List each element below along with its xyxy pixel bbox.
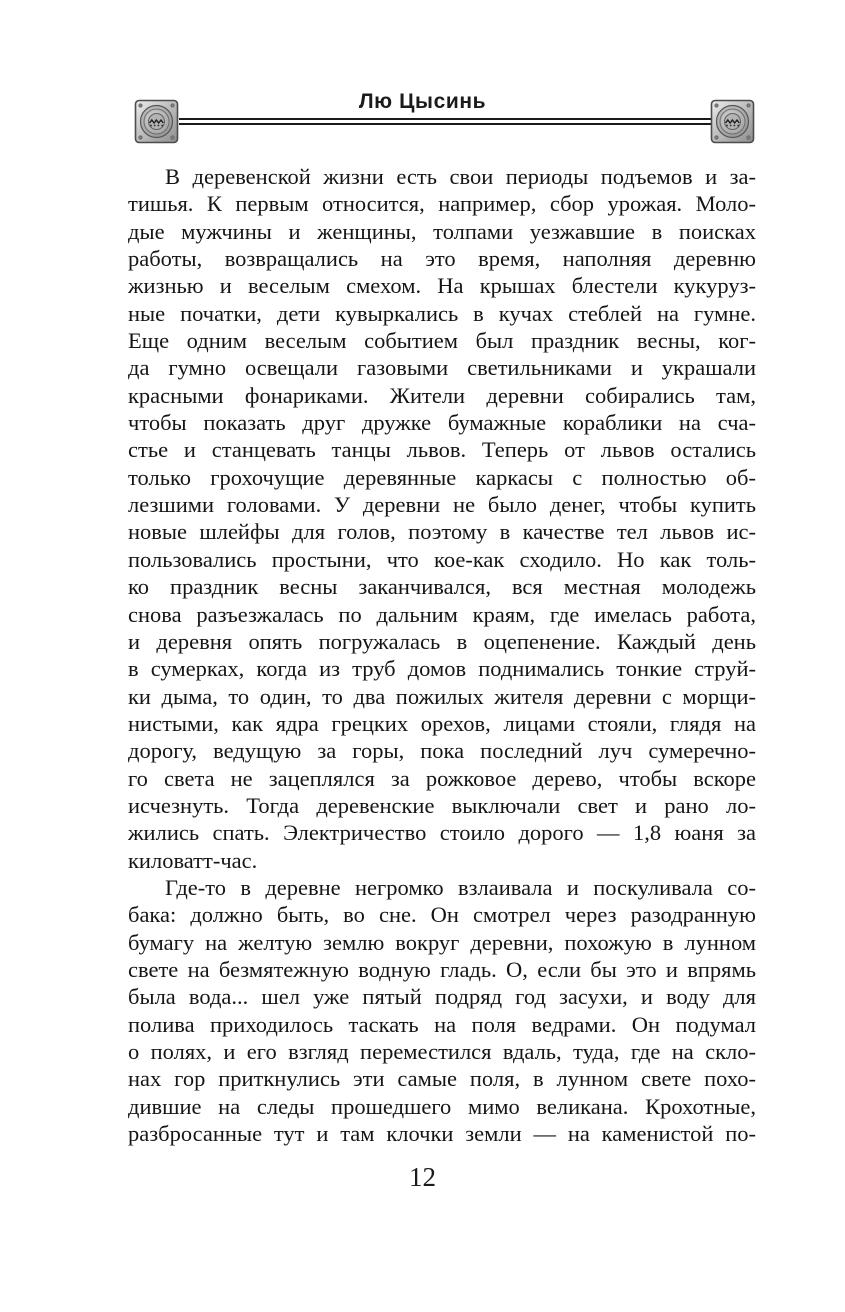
text-line: дившие на следы прошедшего мимо великана. Крохотные, (128, 1093, 756, 1119)
text-line: свете на безмятежную водную гладь. О, если бы это и впрямь (128, 956, 756, 982)
text-line: снова разъезжалась по дальним краям, где имелась работа, (128, 601, 756, 627)
text-line: разбросанные тут и там клочки земли — на каменистой по- (128, 1121, 756, 1147)
page-text (128, 163, 756, 1147)
text-line: нистыми, как ядра грецких орехов, лицами стояли, глядя на (128, 710, 756, 736)
text-line: тишья. К первым относится, например, сбор урожая. Моло- (128, 191, 756, 217)
header-double-rule (179, 118, 713, 125)
text-line: нах гор приткнулись эти самые поля, в лунном свете похо- (128, 1066, 756, 1092)
page-number: 12 (409, 1162, 436, 1192)
text-line: работы, возвращались на это время, наполняя деревню (128, 246, 756, 272)
text-line: пользовались простыни, что кое-как сходило. Но как толь- (128, 546, 756, 572)
text-line: бумагу на желтую землю вокруг деревни, похожую в лунном (128, 929, 756, 955)
running-title: Лю Цысинь (358, 90, 487, 113)
text-line: киловатт-час. (128, 847, 258, 873)
text-line: исчезнуть. Тогда деревенские выключали свет и рано ло- (128, 792, 756, 818)
text-line: красными фонариками. Жители деревни собирались там, (128, 382, 756, 408)
text-line: дые мужчины и женщины, толпами уезжавшие в поисках (128, 218, 756, 244)
text-line: и деревня опять погружалась в оцепенение. Каждый день (128, 628, 756, 654)
text-line: В деревенской жизни есть свои периоды подъемов и за- (165, 164, 756, 189)
text-line: стье и станцевать танцы львов. Теперь от львов остались (128, 437, 756, 463)
text-line: полива приходилось таскать на поля ведрами. Он подумал (128, 1011, 756, 1037)
text-line: лезшими головами. У деревни не было денег, чтобы купить (128, 492, 756, 518)
medallion-ornament-icon (710, 99, 756, 145)
text-line: бака: должно быть, во сне. Он смотрел через разодранную (128, 902, 756, 928)
text-line: жизнью и веселым смехом. На крышах блестели кукуруз- (128, 273, 756, 299)
text-line: го света не зацеплялся за рожковое дерево, чтобы вскоре (128, 765, 756, 791)
paragraph (128, 874, 756, 1147)
text-line: жились спать. Электричество стоило дорого — 1,8 юаня за (128, 820, 756, 846)
text-line: Где-то в деревне негромко взлаивала и поскуливала со- (165, 874, 756, 900)
text-line: была вода... шел уже пятый подряд год засухи, и воду для (128, 984, 756, 1010)
text-line: новые шлейфы для голов, поэтому в качестве тел львов ис- (128, 519, 756, 545)
text-line: о полях, и его взгляд переместился вдаль, туда, где на скло- (128, 1039, 756, 1064)
text-line: ки дыма, то один, то два пожилых жителя деревни с морщи- (128, 683, 756, 709)
text-line: Еще одним веселым событием был праздник весны, ког- (128, 328, 756, 354)
text-line: ные початки, дети кувыркались в кучах стеблей на гумне. (128, 300, 756, 326)
paragraph (128, 163, 756, 874)
text-line: да гумно освещали газовыми светильниками и украшали (128, 355, 756, 381)
medallion-ornament-icon (134, 99, 180, 145)
text-line: дорогу, ведущую за горы, пока последний луч сумеречно- (128, 738, 756, 764)
text-line: чтобы показать друг дружке бумажные кораблики на сча- (128, 410, 756, 436)
text-line: ко праздник весны заканчивался, вся местная молодежь (128, 574, 756, 600)
text-line: в сумерках, когда из труб домов поднимались тонкие струй- (128, 656, 756, 682)
text-line: только грохочущие деревянные каркасы с полностью об- (128, 464, 756, 490)
